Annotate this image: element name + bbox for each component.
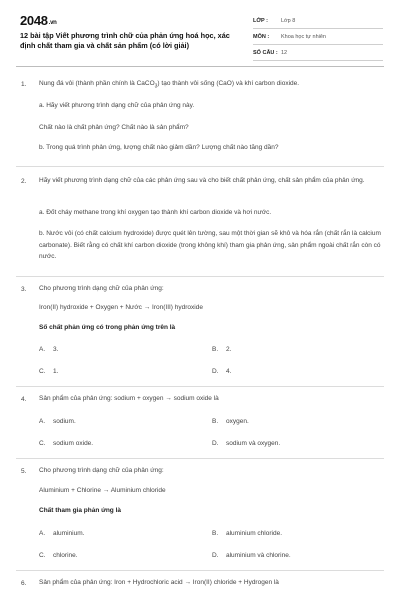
stem-text: ) tạo thành vôi sống (CaO) và khí carbon dioxide. [157,80,300,87]
question-number: 3. [21,286,27,293]
option-letter: D. [212,552,219,559]
option-a[interactable] [39,530,84,537]
logo[interactable] [20,13,57,28]
question-2-stem: Hãy viết phương trình dạng chữ của các phản ứng sau và cho biết chất phản ứng, chất sản phẩm của phản ứng. [39,177,365,184]
question-2-part-b: b. Nước vôi (có chất calcium hydroxide) được quét lên tường, sau một thời gian sẽ khô và hóa rắn (chất rắn là calcium carbonate). Biết rằng có chất khí carbon dioxide (trong không khí) tham gia phản ứng, sản phẩm ngoài chất rắn còn có nước. [39,230,381,260]
option-a[interactable] [39,418,76,425]
question-number: 5. [21,468,27,475]
document-title: 12 bài tập Viết phương trình chữ của phản ứng hoá học, xác định chất tham gia và chất sản phẩm (có lời giải) [20,31,230,50]
option-d[interactable] [212,552,291,559]
meta-value: 12 [281,49,288,56]
option-d[interactable] [212,368,231,375]
meta-key: SỐ CÂU : [253,49,278,56]
question-number: 6. [21,580,27,587]
option-c[interactable] [39,440,93,447]
meta-key: MÔN : [253,33,270,40]
option-text: sodium oxide. [53,440,94,447]
subscript: 3 [154,83,158,90]
option-text: chlorine. [53,552,78,559]
question-1-part-a: a. Hãy viết phương trình dạng chữ của phản ứng này. [39,102,195,109]
meta-row-class [253,13,383,29]
option-text: aluminium. [53,530,85,537]
option-letter: D. [212,440,219,447]
question-number: 2. [21,178,27,185]
option-text: 1. [53,368,59,375]
question-1-stem [39,78,299,93]
option-letter: B. [212,530,219,537]
question-5-equation: Aluminium + Chlorine → Aluminium chloride [39,487,166,494]
question-separator [16,570,384,571]
option-text: oxygen. [226,418,249,425]
question-1-part-b: b. Trong quá trình phản ứng, lượng chất nào giảm dần? Lượng chất nào tăng dần? [39,144,279,151]
option-text: aluminium chloride. [226,530,282,537]
option-letter: A. [39,346,46,353]
meta-value: Khoa học tự nhiên [281,33,326,40]
question-1-part-a-followup: Chất nào là chất phản ứng? Chất nào là sản phẩm? [39,124,189,131]
question-6-stem: Sản phẩm của phản ứng: Iron + Hydrochloric acid → Iron(II) chloride + Hydrogen là [39,579,279,586]
option-letter: A. [39,530,46,537]
question-separator [16,276,384,277]
option-text: 2. [226,346,232,353]
option-letter: C. [39,440,46,447]
meta-row-subject [253,29,383,45]
option-b[interactable] [212,346,231,353]
option-letter: C. [39,368,46,375]
option-text: 4. [226,368,232,375]
stem-text: Nung đá vôi (thành phần chính là CaCO [39,80,155,87]
option-b[interactable] [212,418,249,425]
question-2-part-a: a. Đốt cháy methane trong khí oxygen tạo thành khí carbon dioxide và hơi nước. [39,209,272,216]
question-3-equation: Iron(II) hydroxide + Oxygen + Nước → Iron(III) hydroxide [39,304,203,311]
meta-table [253,13,383,61]
meta-value: Lớp 8 [281,17,296,24]
option-a[interactable] [39,346,58,353]
option-letter: D. [212,368,219,375]
option-text: sodium. [53,418,76,425]
option-b[interactable] [212,530,282,537]
question-separator [16,166,384,167]
option-c[interactable] [39,552,78,559]
option-letter: C. [39,552,46,559]
option-letter: B. [212,346,219,353]
header-divider [16,66,384,67]
option-d[interactable] [212,440,280,447]
question-number: 4. [21,396,27,403]
option-text: aluminium và chlorine. [226,552,291,559]
option-letter: B. [212,418,219,425]
logo-text: 2048 [20,13,48,28]
option-text: 3. [53,346,59,353]
question-5-prompt: Chất tham gia phản ứng là [39,507,121,514]
meta-key: LỚP : [253,17,268,24]
page-header [0,0,400,66]
question-3-stem: Cho phương trình dạng chữ của phản ứng: [39,285,164,292]
question-number: 1. [21,81,27,88]
question-separator [16,458,384,459]
question-5-stem: Cho phương trình dạng chữ của phản ứng: [39,467,164,474]
question-3-prompt: Số chất phản ứng có trong phản ứng trên là [39,324,176,331]
meta-row-count [253,45,383,61]
logo-suffix: .vn [48,20,57,26]
question-4-stem: Sản phẩm của phản ứng: sodium + oxygen → sodium oxide là [39,395,219,402]
question-separator [16,386,384,387]
option-text: sodium và oxygen. [226,440,281,447]
option-c[interactable] [39,368,58,375]
option-letter: A. [39,418,46,425]
